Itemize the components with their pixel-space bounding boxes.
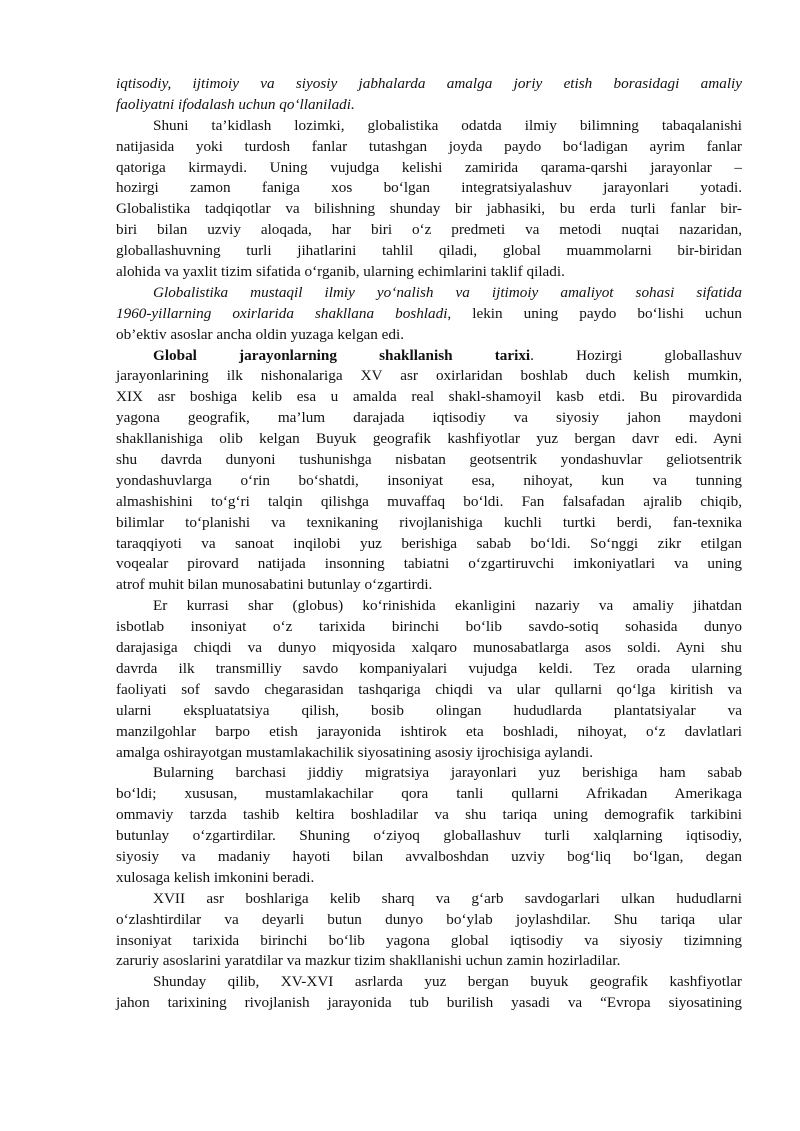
text-run: Globalistika tadqiqotlar va bilishning shunday bir jabhasiki, bu erda turli fanlar bir- bbox=[116, 200, 742, 218]
text-run: shu davrda dunyoni tushunishga nisbatan geotsentrik yondashuvlar geliotsentrik bbox=[116, 451, 742, 469]
text-line bbox=[116, 763, 742, 784]
text-line bbox=[116, 575, 742, 596]
text-line bbox=[116, 116, 742, 137]
text-run: insoniyat tarixida birinchi bo‘lib yagona global iqtisodiy va siyosiy tizimning bbox=[116, 931, 742, 949]
text-line bbox=[116, 220, 742, 241]
text-line bbox=[116, 617, 742, 638]
text-line bbox=[116, 972, 742, 993]
text-line bbox=[116, 784, 742, 805]
text-run: jarayonlarining ilk nishonalariga XV asr oxirlaridan boshlab duch kelish mumkin, bbox=[116, 367, 742, 385]
text-run: yondashuvlarga o‘rin bo‘shatdi, insoniyat esa, nihoyat, kun va tunning bbox=[116, 471, 742, 489]
text-line bbox=[116, 366, 742, 387]
text-line bbox=[116, 262, 742, 283]
text-run: biri bilan uzviy aloqada, har biri o‘z predmeti va metodi nuqtai nazaridan, bbox=[116, 221, 742, 239]
text-line bbox=[116, 847, 742, 868]
text-run: globallashuvning turli jihatlarini tahlil qiladi, global muammolarni bir-biridan bbox=[116, 242, 742, 260]
text-run: bo‘ldi; xususan, mustamlakachilar qora tanli qullarni Afrikadan Amerikaga bbox=[116, 785, 742, 803]
text-run: alohida va yaxlit tizim sifatida o‘rganib, ularning echimlarini taklif qiladi. bbox=[116, 263, 565, 281]
text-run: , lekin uning paydo bo‘lishi uchun bbox=[447, 304, 742, 322]
text-run: isbotlab insoniyat o‘z tarixida birinchi bo‘lib savdo-sotiq sohasida dunyo bbox=[116, 618, 742, 636]
text-run: XVII asr boshlariga kelib sharq va g‘arb savdogarlari ulkan hududlarni bbox=[153, 889, 742, 907]
text-run: Er kurrasi shar (globus) ko‘rinishida ekanligini nazariy va amaliy jihatdan bbox=[153, 597, 742, 615]
text-run: voqealar pirovard natijada insonning tabiatni o‘zgartiruvchi imkoniyatlari va uning bbox=[116, 555, 742, 573]
text-line bbox=[116, 283, 742, 304]
text-line bbox=[116, 158, 742, 179]
text-line bbox=[116, 534, 742, 555]
text-run: shakllanishiga olib kelgan Buyuk geografik kashfiyotlar yuz bergan davr edi. Ayni bbox=[116, 430, 742, 448]
text-line bbox=[116, 325, 742, 346]
text-run: faoliyati sof savdo chegarasidan tashqariga chiqdi va ular qullarni qo‘lga kiritish va bbox=[116, 680, 742, 698]
text-run: hozirgi zamon faniga xos bo‘lgan integratsiyalashuv jarayonlari yotadi. bbox=[116, 179, 742, 197]
text-run: Shuni ta’kidlash lozimki, globalistika odatda ilmiy bilimning tabaqalanishi bbox=[153, 116, 742, 134]
text-line bbox=[116, 241, 742, 262]
text-line bbox=[116, 471, 742, 492]
text-line bbox=[116, 199, 742, 220]
text-line bbox=[116, 178, 742, 199]
text-run: 1960-yillarning oxirlarida shakllana boshladi bbox=[116, 304, 448, 322]
text-run: ommaviy tarzda tashib keltira boshladilar va shu tariqa uning demografik tarkibini bbox=[116, 806, 742, 824]
text-line bbox=[116, 805, 742, 826]
text-run: zaruriy asoslarini yaratdilar va mazkur tizim shakllanishi uchun zamin hozirladilar. bbox=[116, 952, 621, 970]
text-run: bilimlar to‘planishi va texnikaning rivojlanishiga kuchli turtki berdi, fan-texnika bbox=[116, 513, 742, 531]
text-line bbox=[116, 387, 742, 408]
text-line bbox=[116, 137, 742, 158]
text-line bbox=[116, 826, 742, 847]
text-line bbox=[116, 554, 742, 575]
body-text bbox=[116, 74, 742, 1014]
text-line bbox=[116, 931, 742, 952]
text-run: ularni ekspluatatsiya qilish, bosib olingan hududlarda plantatsiyalar va bbox=[116, 701, 742, 719]
text-run: manzilgohlar barpo etish jarayonida ishtirok eta boshladi, nihoyat, o‘z davlatlari bbox=[116, 722, 742, 740]
text-run: o‘zlashtirdilar va deyarli butun dunyo bo‘ylab joylashdilar. Shu tariqa ular bbox=[116, 910, 742, 928]
text-line bbox=[116, 408, 742, 429]
text-run: amalga oshirayotgan mustamlakachilik siyosatining asosiy ijrochisiga aylandi. bbox=[116, 743, 594, 761]
text-run: darajasiga chiqdi va dunyo miqyosida xalqaro munosabatlarga asos soldi. Ayni shu bbox=[116, 639, 742, 657]
text-run: atrof muhit bilan munosabatini butunlay o‘zgartirdi. bbox=[116, 576, 433, 594]
text-run: Shunday qilib, XV-XVI asrlarda yuz bergan buyuk geografik kashfiyotlar bbox=[153, 973, 742, 991]
text-line bbox=[116, 429, 742, 450]
text-line bbox=[116, 346, 742, 367]
text-run: yagona geografik, ma’lum darajada iqtisodiy va siyosiy jahon maydoni bbox=[116, 409, 742, 427]
text-run: XIX asr boshiga kelib esa u amalda real shakl-shamoyil kasb etdi. Bu pirovardida bbox=[116, 388, 742, 406]
text-line bbox=[116, 638, 742, 659]
text-run: . Hozirgi globallashuv bbox=[530, 346, 742, 364]
text-line bbox=[116, 74, 742, 95]
text-line bbox=[116, 889, 742, 910]
text-run: almashishini to‘g‘ri talqin qilishga muvaffaq bo‘ldi. Fan falsafadan ajralib chiqib, bbox=[116, 492, 742, 510]
text-line bbox=[116, 993, 742, 1014]
text-run: xulosaga kelish imkonini beradi. bbox=[116, 868, 315, 886]
text-line bbox=[116, 513, 742, 534]
text-run: faoliyatni ifodalash uchun qo‘llaniladi. bbox=[116, 95, 355, 113]
text-line bbox=[116, 304, 742, 325]
text-run: ob’ektiv asoslar ancha oldin yuzaga kelgan edi. bbox=[116, 325, 405, 343]
text-line bbox=[116, 868, 742, 889]
text-line bbox=[116, 492, 742, 513]
text-run: jahon tarixining rivojlanish jarayonida tub burilish yasadi va “Evropa siyosatining bbox=[116, 994, 742, 1012]
text-line bbox=[116, 680, 742, 701]
text-line bbox=[116, 701, 742, 722]
text-run: siyosiy va madaniy hayoti bilan avvalboshdan uzviy bog‘liq bo‘lgan, degan bbox=[116, 847, 742, 865]
text-line bbox=[116, 910, 742, 931]
text-run: natijasida yoki turdosh fanlar tutashgan joyda paydo bo‘ladigan ayrim fanlar bbox=[116, 137, 742, 155]
text-line bbox=[116, 743, 742, 764]
text-run: iqtisodiy, ijtimoiy va siyosiy jabhalarda amalga joriy etish borasidagi amaliy bbox=[116, 75, 742, 92]
text-line bbox=[116, 450, 742, 471]
text-line bbox=[116, 95, 742, 116]
text-run: Bularning barchasi jiddiy migratsiya jarayonlari yuz berishiga ham sabab bbox=[153, 764, 742, 782]
text-run: Globalistika mustaqil ilmiy yo‘nalish va ijtimoiy amaliyot sohasi sifatida bbox=[153, 283, 742, 301]
text-line bbox=[116, 596, 742, 617]
text-line bbox=[116, 722, 742, 743]
text-line bbox=[116, 659, 742, 680]
text-line bbox=[116, 951, 742, 972]
text-run: qatoriga kirmaydi. Uning vujudga kelishi zamirida qarama-qarshi jarayonlar – bbox=[116, 158, 742, 176]
section-heading: Global jarayonlarning shakllanish tarixi bbox=[153, 346, 531, 364]
text-run: davrda ilk transmilliy savdo kompaniyalari vujudga keldi. Tez orada ularning bbox=[116, 659, 742, 677]
text-run: taraqqiyoti va sanoat inqilobi yuz berishiga sabab bo‘ldi. So‘nggi zikr etilgan bbox=[116, 534, 742, 552]
text-run: butunlay o‘zgartirdilar. Shuning o‘ziyoq globallashuv turli xalqlarning iqtisodiy, bbox=[116, 827, 742, 845]
